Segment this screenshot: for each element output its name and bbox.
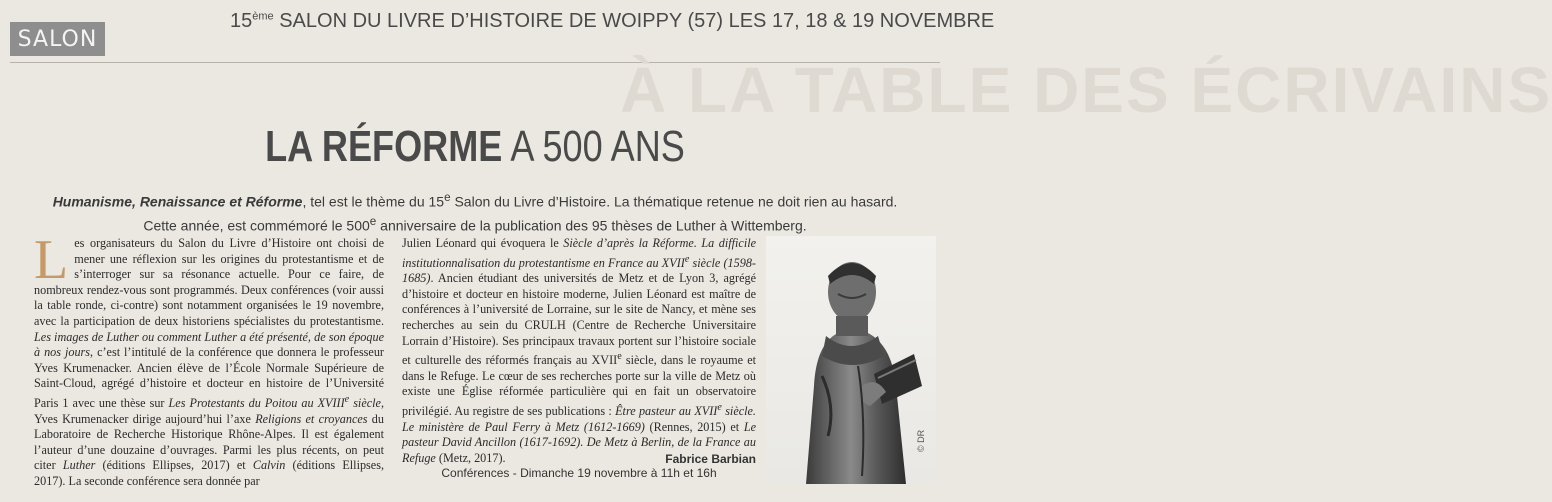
rubric-label: SALON	[17, 26, 98, 52]
edition-suffix: ème	[252, 10, 274, 23]
lead-theme: Humanisme, Renaissance et Réforme	[52, 193, 303, 210]
lead-text: , tel est le thème du 15	[302, 193, 445, 210]
event-header	[230, 10, 995, 33]
text-sup: e	[717, 402, 722, 414]
article-title	[86, 122, 865, 172]
event-line: SALON DU LIVRE D’HISTOIRE DE WOIPPY (57) LES 17, 18 & 19 NOVEMBRE	[273, 10, 995, 32]
text-run: Être pasteur au XVII	[615, 404, 718, 419]
text-run: (Metz, 2017).	[435, 450, 506, 465]
luther-statue-photo	[766, 236, 936, 484]
publication-title: Le pasteur David Ancillon (1617-1692). De Metz à Berlin, de la France au Refuge	[402, 419, 756, 465]
luther-statue-icon	[766, 236, 936, 484]
text-run: Les Protestants du Poitou au XVIII	[168, 396, 345, 410]
text-run: (éditions Ellipses, 2017). La seconde conférence sera donnée par	[34, 458, 384, 488]
text-run: du Laboratoire de Recherche Historique Rhône-Alpes. Il est également l’auteur d’une douzaine d’ouvrages. Parmi les plus récents, on peut citer	[34, 411, 384, 473]
drop-cap: L	[34, 229, 69, 291]
text-run: , Yves Krumenacker dirige aujourd’hui l’axe	[34, 396, 384, 426]
text-sup: e	[617, 351, 622, 363]
lead-text-end: Salon du Livre d’Histoire. La thématique retenue ne doit rien au hasard.	[450, 193, 898, 210]
lead-sup: e	[444, 191, 451, 204]
lead-line2: Cette année, est commémoré le 500	[143, 217, 370, 234]
column-1-text	[34, 229, 384, 490]
text-sup: e	[344, 393, 350, 405]
text-run: (Rennes, 2015) et	[644, 419, 744, 434]
text-run: es organisateurs du Salon du Livre d’Histoire ont choisi de mener une réflexion sur les origines du protestantisme et de s’interroger sur sa résonance actuelle. Pour ce faire, de nombreux rendez-vous sont programmés. Deux conférences (voir aussi la table ronde, ci-contre) sont notamment organisées le 19 novembre, avec la participation de deux historiens spécialistes du protestantisme.	[34, 236, 384, 328]
text-run: , c’est l’intitulé de la conférence que donnera le professeur Yves Krumenacker. Ancien élève de l’École Normale Supérieure de Saint-Cloud, agrégé d’histoire et docteur en histoire de l’Université Paris 1 avec une thèse sur	[34, 345, 384, 410]
text-run: siècle (1598-1685)	[402, 255, 756, 286]
book-title: Luther	[62, 458, 96, 473]
photo-credit: © DR	[916, 429, 926, 452]
author-signature: Fabrice Barbian	[665, 451, 756, 466]
section-rubric	[10, 22, 105, 56]
thesis-title	[168, 393, 381, 410]
text-run: siècle	[349, 396, 381, 410]
text-run: siècle, dans le royaume et dans le Refuge. Le cœur de ses recherches porte sur la ville de Metz où existe une Église réformée particulière qui en fait un observatoire privilégié. Au registre de ses publications :	[402, 353, 756, 419]
conference-schedule: Conférences - Dimanche 19 novembre à 11h et 16h	[441, 466, 717, 480]
text-run: . Ancien étudiant des universités de Metz et de Lyon 3, agrégé d’histoire et docteur en histoire moderne, Julien Léonard est maître de conférences à l’université de Lorraine, sur le site de Nancy, et mène ses recherches au sein du CRULH (Centre de Recherche Universitaire Lorrain d’Histoire). Ses principaux travaux portent sur l’histoire sociale et culturelle des réformés français au XVII	[402, 271, 756, 368]
text-run: Siècle d’après la Réforme. La difficile institutionnalisation du protestantisme en France au XVII	[402, 236, 756, 270]
column-2-text	[402, 236, 756, 467]
text-run: siècle. Le ministère de Paul Ferry à Metz (1612-1669)	[402, 404, 756, 434]
title-light: A 500 ANS	[502, 122, 685, 171]
text-run: Julien Léonard qui évoquera le	[402, 236, 564, 250]
text-run: (éditions Ellipses, 2017) et	[95, 458, 253, 473]
article-column-2	[402, 236, 756, 467]
article-lead	[22, 188, 928, 235]
lead-line2-sup: e	[369, 214, 377, 228]
background-headline: À LA TABLE DES ÉCRIVAINS	[620, 54, 1552, 126]
text-sup: e	[684, 253, 690, 265]
title-bold: LA RÉFORME	[265, 122, 503, 171]
research-axis: Religions et croyances	[255, 411, 368, 426]
edition-number: 15	[230, 10, 253, 32]
book-title: Calvin	[252, 458, 286, 473]
conference-title-1: Les images de Luther ou comment Luther a été présenté, de son époque à nos jours	[34, 329, 384, 360]
article-column-1	[34, 229, 384, 490]
lead-line2-end: anniversaire de la publication des 95 thèses de Luther à Wittemberg.	[376, 217, 807, 234]
